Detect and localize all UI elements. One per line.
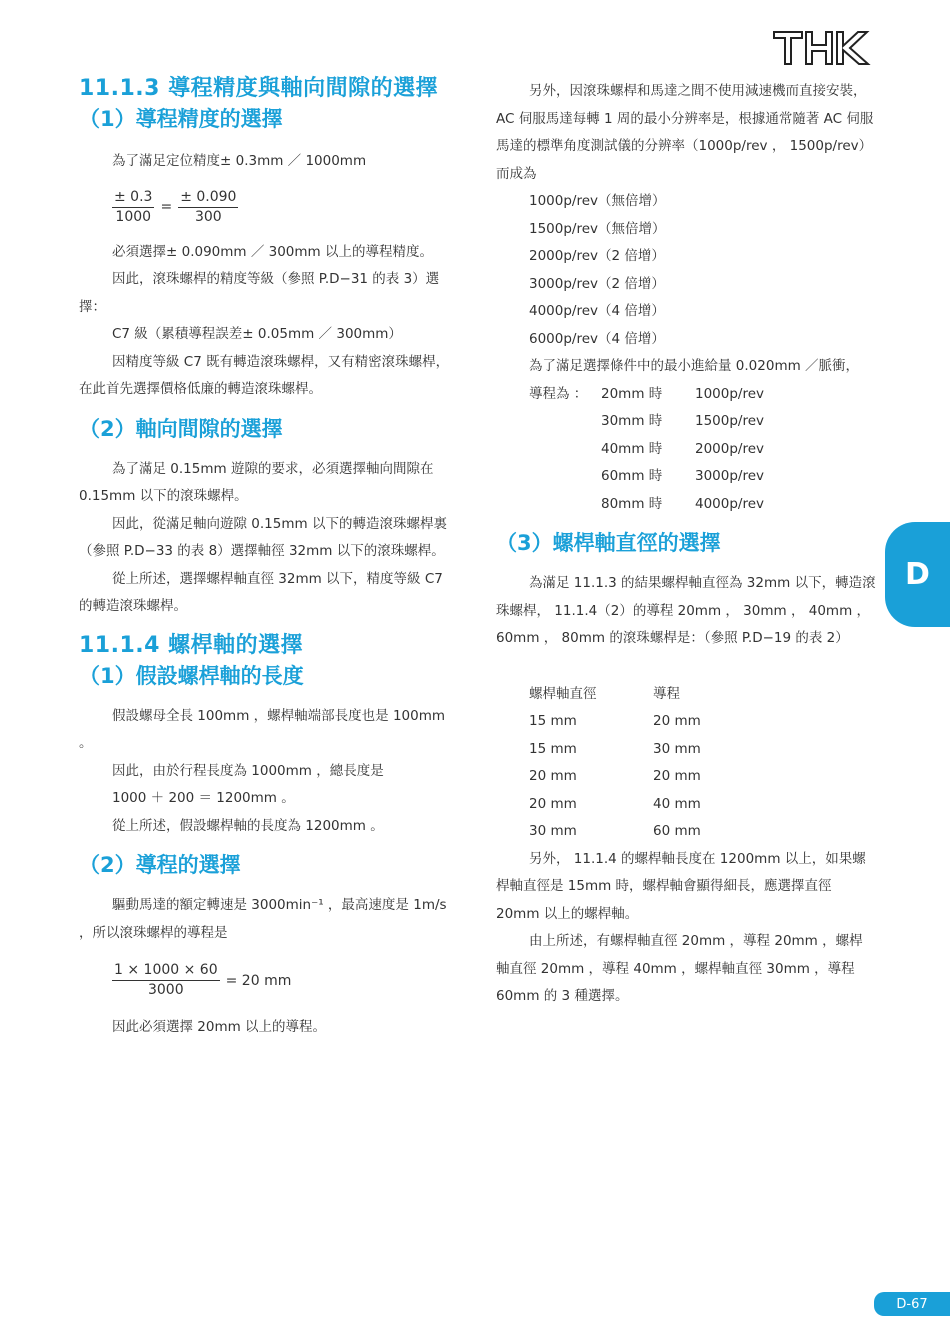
list-item: 1500p/rev（無倍增） — [529, 220, 666, 237]
table-header-cell: 螺桿軸直徑 — [529, 685, 597, 702]
table-cell: 30mm 時 — [601, 413, 663, 429]
left-column — [79, 74, 459, 1042]
paragraph: 因此必須選擇 20mm 以上的導程。 — [112, 1019, 327, 1035]
table-cell: 1500p/rev — [695, 413, 765, 429]
formula-result: = 20 mm — [225, 972, 292, 989]
formula-denominator: 300 — [194, 208, 222, 225]
paragraph: 從上所述，假設螺桿軸的長度為 1200mm 。 — [112, 817, 384, 834]
table-cell: 30 mm — [653, 740, 701, 757]
paragraph: 假設螺母全長 100mm ，螺桿軸端部長度也是 100mm 。 — [79, 707, 446, 751]
table-cell: 2000p/rev — [695, 440, 765, 457]
paragraph: 由上所述，有螺桿軸直徑 20mm ，導程 20mm ，螺桿軸直徑 20mm ，導程 40mm ，螺桿軸直徑 30mm ，導程 60mm 的 3 種選擇。 — [496, 933, 863, 1004]
right-column — [496, 78, 876, 1011]
table-cell: 40mm 時 — [601, 440, 663, 457]
pitch-table — [496, 381, 876, 519]
table-row — [496, 791, 876, 819]
formula-denominator: 3000 — [147, 982, 184, 998]
table-cell: 20mm 時 — [601, 385, 663, 402]
paragraph: 為了滿足選擇條件中的最小進給量 0.020mm ／脈衝， — [529, 358, 860, 374]
paragraph: C7 級（累積導程誤差± 0.05mm ／ 300mm） — [112, 326, 402, 342]
table-row — [496, 463, 876, 491]
table-row — [496, 708, 876, 736]
table-cell: 4000p/rev — [695, 495, 765, 512]
subheading-shaft-length: （1）假設螺桿軸的長度 — [79, 663, 304, 688]
subheading-lead-accuracy: （1）導程精度的選擇 — [79, 107, 283, 131]
paragraph: 因此，由於行程長度為 1000mm ，總長度是 — [112, 762, 384, 779]
table-row — [496, 381, 876, 409]
subheading-lead-selection: （2）導程的選擇 — [79, 853, 241, 877]
formula-numerator: ± 0.3 — [112, 188, 154, 208]
formula-lead — [79, 961, 459, 1000]
paragraph: 為了滿足定位精度± 0.3mm ／ 1000mm — [112, 153, 367, 169]
table-row — [496, 491, 876, 519]
paragraph: 因此，滾珠螺桿的精度等級（參照 P.D−31 的表 3）選擇： — [79, 271, 440, 315]
table-cell: 1000p/rev — [695, 385, 765, 402]
table-cell: 80mm 時 — [601, 495, 663, 512]
table-header-row — [496, 681, 876, 709]
list-item: 6000p/rev（4 倍增） — [529, 330, 665, 347]
table-cell: 15 mm — [529, 740, 577, 757]
list-item: 2000p/rev（2 倍增） — [529, 248, 665, 264]
table-cell: 3000p/rev — [695, 468, 765, 484]
table-cell: 20 mm — [653, 768, 701, 784]
paragraph: 1000 ＋ 200 ＝ 1200mm 。 — [112, 790, 295, 806]
section-heading-11-1-3: 11.1.3 導程精度與軸向間隙的選擇 — [79, 76, 439, 101]
paragraph: 因此，從滿足軸向遊隙 0.15mm 以下的轉造滾珠螺桿裏（參照 P.D−33 的表 8）選擇軸徑 32mm 以下的滾珠螺桿。 — [79, 515, 447, 559]
table-cell: 60 mm — [653, 823, 701, 839]
shaft-table — [496, 681, 876, 846]
resolution-list — [496, 188, 876, 353]
paragraph: 另外， 11.1.4 的螺桿軸長度在 1200mm 以上，如果螺桿軸直徑是 15mm 時，螺桿軸會顯得細長，應選擇直徑 20mm 以上的螺桿軸。 — [496, 850, 866, 922]
section-heading-11-1-4: 11.1.4 螺桿軸的選擇 — [79, 632, 304, 658]
paragraph: 為了滿足 0.15mm 遊隙的要求，必須選擇軸向間隙在 0.15mm 以下的滾珠螺桿。 — [79, 460, 434, 504]
thk-logo — [772, 28, 872, 68]
table-row — [496, 818, 876, 846]
list-item: 3000p/rev（2 倍增） — [529, 275, 665, 292]
subheading-axial-clearance: （2）軸向間隙的選擇 — [79, 416, 283, 441]
chapter-tab: D — [885, 522, 950, 627]
paragraph: 從上所述，選擇螺桿軸直徑 32mm 以下，精度等級 C7 的轉造滾珠螺桿。 — [79, 570, 443, 614]
paragraph: 驅動馬達的額定轉速是 3000min⁻¹ ，最高速度是 1m/s ，所以滾珠螺桿的導程是 — [79, 897, 447, 941]
table-cell: 20 mm — [653, 713, 701, 729]
table-row — [496, 763, 876, 791]
formula-accuracy — [79, 188, 459, 227]
subheading-shaft-diameter: （3）螺桿軸直徑的選擇 — [496, 531, 721, 555]
formula-equals: = — [160, 199, 173, 215]
table-row — [496, 736, 876, 764]
formula-numerator: ± 0.090 — [178, 188, 238, 208]
list-item: 1000p/rev（無倍增） — [529, 193, 666, 209]
table-cell: 60mm 時 — [601, 468, 663, 484]
table-cell: 15 mm — [529, 713, 577, 729]
table-cell: 20 mm — [529, 795, 577, 812]
table-cell: 30 mm — [529, 823, 577, 839]
table-header-cell: 導程 — [653, 685, 680, 702]
paragraph: 為滿足 11.1.3 的結果螺桿軸直徑為 32mm 以下，轉造滾珠螺桿， 11.1.4（2）的導程 20mm ， 30mm ， 40mm ， 60mm ， 80mm 的滾珠螺桿是：（參照 P.D−19 的表 2） — [496, 575, 876, 646]
formula-numerator: 1 × 1000 × 60 — [112, 961, 220, 981]
list-item: 4000p/rev（4 倍增） — [529, 303, 665, 319]
table-row — [496, 436, 876, 464]
formula-denominator: 1000 — [115, 208, 152, 225]
table-cell: 20 mm — [529, 768, 577, 784]
page-number: D-67 — [874, 1292, 950, 1316]
pitch-label: 導程為 ： — [529, 385, 588, 402]
table-row — [496, 408, 876, 436]
paragraph: 因精度等級 C7 既有轉造滾珠螺桿，又有精密滾珠螺桿，在此首先選擇價格低廉的轉造滾珠螺桿。 — [79, 353, 450, 397]
paragraph: 另外，因滾珠螺桿和馬達之間不使用減速機而直接安裝， AC 伺服馬達每轉 1 周的最小分辨率是，根據通常隨著 AC 伺服馬達的標準角度測試儀的分辨率（1000p/rev ， 1500p/rev）而成為 — [496, 83, 874, 182]
paragraph: 必須選擇± 0.090mm ／ 300mm 以上的導程精度。 — [112, 243, 433, 260]
table-cell: 40 mm — [653, 795, 701, 812]
